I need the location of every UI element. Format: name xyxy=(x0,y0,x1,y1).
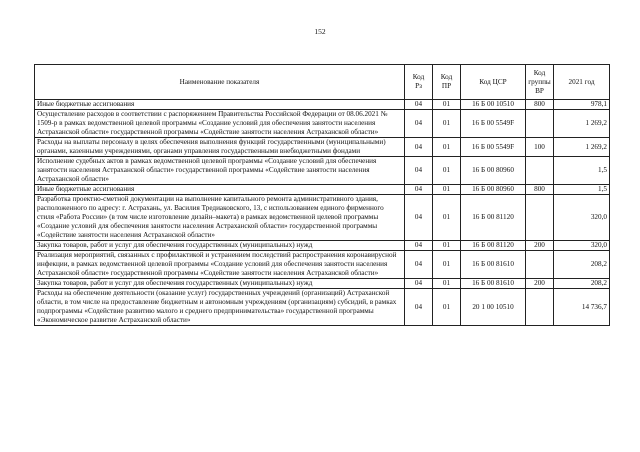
header-pr-line1: Код xyxy=(440,73,453,81)
row-csr: 16 Б 00 5549F xyxy=(461,110,526,138)
row-name: Иные бюджетные ассигнования xyxy=(35,185,405,195)
row-pr: 01 xyxy=(433,251,461,279)
page-number: 152 xyxy=(314,27,326,36)
row-pr: 01 xyxy=(433,138,461,157)
row-rz: 04 xyxy=(405,100,433,110)
row-amount: 14 736,7 xyxy=(554,289,610,326)
row-vr: 800 xyxy=(526,185,554,195)
row-pr: 01 xyxy=(433,157,461,185)
row-amount: 1 269,2 xyxy=(554,110,610,138)
row-rz: 04 xyxy=(405,195,433,241)
row-rz: 04 xyxy=(405,185,433,195)
table-row xyxy=(35,289,610,326)
budget-table xyxy=(34,64,610,326)
header-pr-line2: ПР xyxy=(441,82,452,90)
header-name: Наименование показателя xyxy=(35,65,405,100)
row-name: Реализация мероприятий, связанных с профилактикой и устранением последствий распространения коронавирусной инфекции, в рамках ведомственной целевой программы «Создание условий для обеспечения занятости населения Астраханской области» государственной программы «Содействие занятости населения Астраханской области» xyxy=(35,251,405,279)
row-pr: 01 xyxy=(433,185,461,195)
row-amount: 1,5 xyxy=(554,157,610,185)
row-name: Осуществление расходов в соответствии с распоряжением Правительства Российской Федерации от 08.06.2021 № 1509-р в рамках ведомственной целевой программы «Создание условий для обеспечения занятости населения Астраханской области» государственной программы «Содействие занятости населения Астраханской области» xyxy=(35,110,405,138)
row-pr: 01 xyxy=(433,195,461,241)
row-name: Иные бюджетные ассигнования xyxy=(35,100,405,110)
header-vr-line1: Код xyxy=(533,68,546,77)
table-row xyxy=(35,138,610,157)
row-vr: 100 xyxy=(526,138,554,157)
header-rz-line1: Код xyxy=(412,73,425,81)
row-csr: 16 Б 00 81610 xyxy=(461,279,526,289)
header-pr xyxy=(433,65,461,100)
row-vr: 800 xyxy=(526,100,554,110)
row-csr: 16 Б 00 81120 xyxy=(461,195,526,241)
header-rz-line2: Рз xyxy=(415,82,422,90)
row-amount: 208,2 xyxy=(554,279,610,289)
table-header-row xyxy=(35,65,610,100)
row-rz: 04 xyxy=(405,279,433,289)
row-vr xyxy=(526,195,554,241)
row-name: Закупка товаров, работ и услуг для обеспечения государственных (муниципальных) нужд xyxy=(35,279,405,289)
table-row xyxy=(35,157,610,185)
row-vr: 200 xyxy=(526,279,554,289)
header-vr-line2: группы xyxy=(528,77,551,86)
row-name: Разработка проектно-сметной документации на выполнение капитального ремонта административного здания, расположенного по адресу: г. Астрахань, ул. Василия Тредиаковского, 13, с использованием единого фирменного стиля «Работа России» (в том числе изготовление дизайн–макета) в рамках ведомственной целевой программы «Создание условий для обеспечения занятости населения Астраханской области» государственной программы «Содействие занятости населения Астраханской области» xyxy=(35,195,405,241)
row-vr xyxy=(526,157,554,185)
row-amount: 1,5 xyxy=(554,185,610,195)
table-row xyxy=(35,185,610,195)
row-vr xyxy=(526,251,554,279)
header-csr: Код ЦСР xyxy=(461,65,526,100)
row-vr: 200 xyxy=(526,241,554,251)
row-amount: 320,0 xyxy=(554,241,610,251)
row-rz: 04 xyxy=(405,110,433,138)
row-pr: 01 xyxy=(433,279,461,289)
table-row xyxy=(35,100,610,110)
table-row xyxy=(35,251,610,279)
header-rz xyxy=(405,65,433,100)
row-name: Исполнение судебных актов в рамках ведомственной целевой программы «Создание условий для обеспечения занятости населения Астраханской области» государственной программы «Содействие занятости населения Астраханской области» xyxy=(35,157,405,185)
row-csr: 16 Б 00 10510 xyxy=(461,100,526,110)
row-pr: 01 xyxy=(433,241,461,251)
row-csr: 16 Б 00 80960 xyxy=(461,157,526,185)
header-vr xyxy=(526,65,554,100)
table-row xyxy=(35,241,610,251)
row-rz: 04 xyxy=(405,138,433,157)
row-amount: 208,2 xyxy=(554,251,610,279)
row-csr: 16 Б 00 81610 xyxy=(461,251,526,279)
row-name: Расходы на выплаты персоналу в целях обеспечения выполнения функций государственными (муниципальными) органами, казенными учреждениями, органами управления государственными внебюджетными фондами xyxy=(35,138,405,157)
row-rz: 04 xyxy=(405,289,433,326)
table-row xyxy=(35,195,610,241)
row-pr: 01 xyxy=(433,100,461,110)
row-csr: 16 Б 00 81120 xyxy=(461,241,526,251)
row-name: Расходы на обеспечение деятельности (оказание услуг) государственных учреждений (организаций) Астраханской области, в том числе на предоставление бюджетным и автономным учреждениям (организациям) субсидий, в рамках подпрограммы «Содействие развитию малого и среднего предпринимательства» государственной программы «Экономическое развитие Астраханской области» xyxy=(35,289,405,326)
row-pr: 01 xyxy=(433,289,461,326)
row-rz: 04 xyxy=(405,157,433,185)
table-row xyxy=(35,110,610,138)
row-amount: 1 269,2 xyxy=(554,138,610,157)
row-rz: 04 xyxy=(405,251,433,279)
row-rz: 04 xyxy=(405,241,433,251)
row-csr: 16 Б 00 5549F xyxy=(461,138,526,157)
row-vr xyxy=(526,289,554,326)
row-pr: 01 xyxy=(433,110,461,138)
row-amount: 320,0 xyxy=(554,195,610,241)
row-amount: 978,1 xyxy=(554,100,610,110)
row-name: Закупка товаров, работ и услуг для обеспечения государственных (муниципальных) нужд xyxy=(35,241,405,251)
row-csr: 20 1 00 10510 xyxy=(461,289,526,326)
header-vr-line3: ВР xyxy=(535,86,544,95)
table-row xyxy=(35,279,610,289)
row-vr xyxy=(526,110,554,138)
row-csr: 16 Б 00 80960 xyxy=(461,185,526,195)
header-year: 2021 год xyxy=(554,65,610,100)
